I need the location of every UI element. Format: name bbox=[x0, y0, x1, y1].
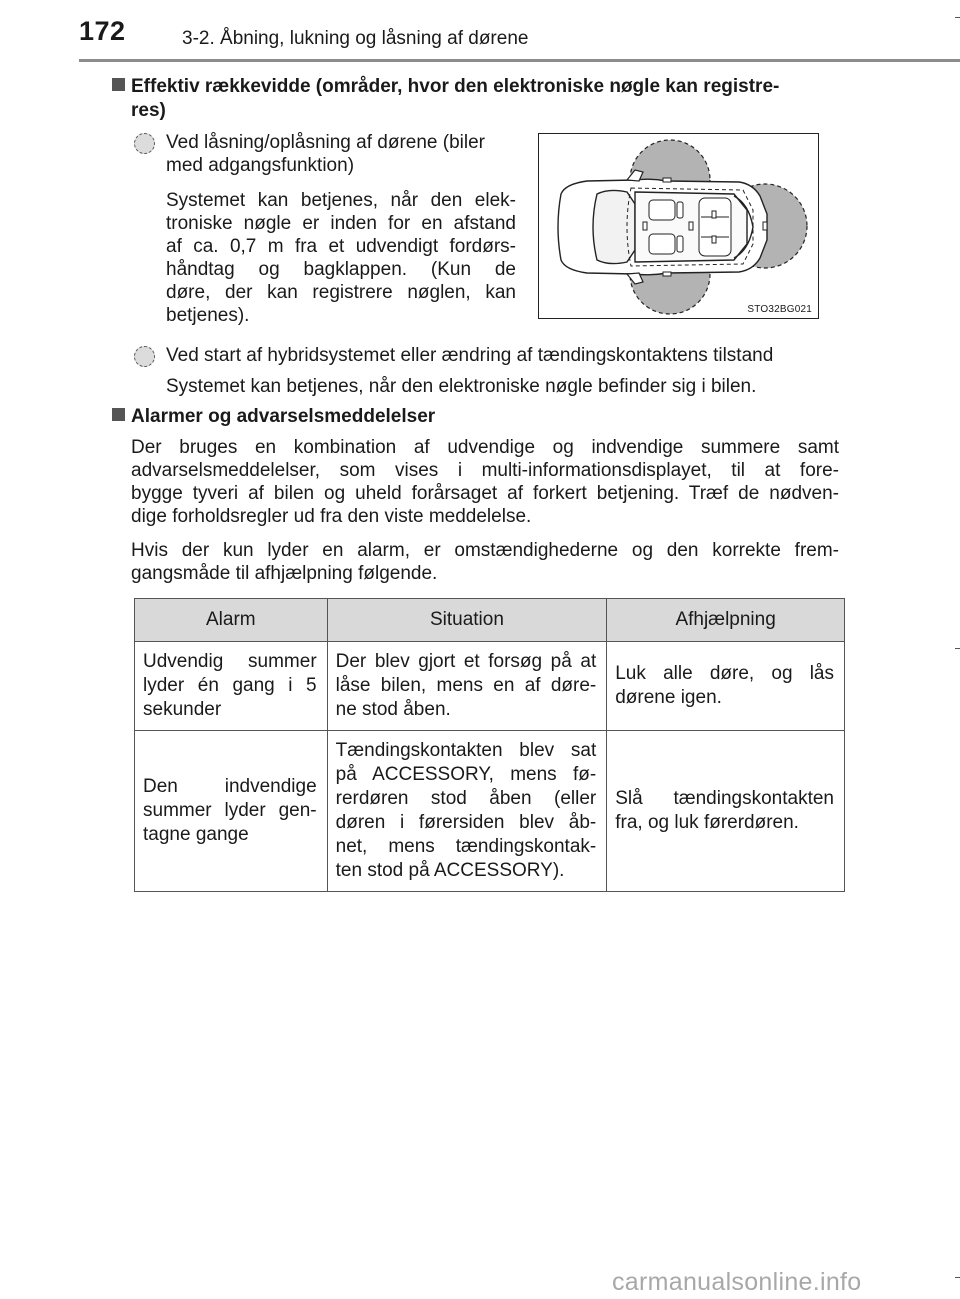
paragraph-line: gangsmåde til afhjælpning følgende. bbox=[131, 563, 438, 584]
item1-body-line: Systemet kan betjenes, når den elek- bbox=[166, 190, 516, 211]
cell-line: Den indvendige bbox=[143, 776, 317, 797]
cell-situation bbox=[327, 642, 607, 731]
bullet-square-icon bbox=[112, 78, 125, 91]
cell-line: Slå tændingskontakten bbox=[615, 788, 834, 809]
table-header-situation: Situation bbox=[327, 599, 607, 642]
paragraph-line: bygge tyveri af bilen og uheld forårsaget af forkert betjening. Træf de nødven- bbox=[131, 483, 839, 504]
table-row bbox=[135, 731, 845, 892]
bullet-square-icon bbox=[112, 408, 125, 421]
cell-alarm bbox=[135, 642, 328, 731]
cell-line: rerdøren stod åben (eller bbox=[335, 788, 597, 809]
cell-alarm bbox=[135, 731, 328, 892]
chapter-title: 3-2. Åbning, lukning og låsning af dørene bbox=[182, 28, 529, 49]
section-title-range-line2: res) bbox=[131, 100, 166, 121]
cell-line: lyder én gang i 5 bbox=[143, 675, 317, 696]
cell-line: Luk alle døre, og lås bbox=[615, 663, 834, 684]
cell-line: ten stod på ACCESSORY). bbox=[335, 860, 565, 881]
section-title-line1: Effektiv rækkevidde (områder, hvor den elektroniske nøgle kan registre- bbox=[131, 76, 780, 97]
table-header-row bbox=[135, 599, 845, 642]
paragraph-line: Hvis der kun lyder en alarm, er omstændighederne og den korrekte frem- bbox=[131, 540, 839, 561]
cell-line: fra, og luk førerdøren. bbox=[615, 812, 799, 833]
table-header-alarm: Alarm bbox=[135, 599, 328, 642]
cell-line: Tændingskontakten blev sat bbox=[335, 740, 597, 761]
cell-remedy bbox=[607, 642, 845, 731]
crop-mark-middle bbox=[955, 648, 960, 649]
paragraph-line: Der bruges en kombination af udvendige og indvendige summere samt bbox=[131, 437, 839, 458]
section-title-alarms-text: Alarmer og advarselsmeddelelser bbox=[131, 406, 436, 427]
item2-heading: Ved start af hybridsystemet eller ændring af tændingskontaktens tilstand bbox=[166, 345, 774, 366]
item1-heading bbox=[166, 131, 516, 177]
table-row bbox=[135, 642, 845, 731]
cell-line: Udvendig summer bbox=[143, 651, 317, 672]
header-rule bbox=[79, 59, 960, 62]
item1-heading-line1: Ved låsning/oplåsning af dørene (biler bbox=[166, 132, 485, 153]
item1-body-line: betjenes). bbox=[166, 305, 250, 326]
cell-line: tagne gange bbox=[143, 824, 249, 845]
crop-mark-top bbox=[955, 17, 960, 18]
alarm-table bbox=[134, 598, 845, 892]
item1-body-line: håndtag og bagklappen. (Kun de bbox=[166, 259, 516, 280]
page-number: 172 bbox=[79, 16, 126, 46]
car-outline bbox=[558, 179, 767, 275]
range-figure bbox=[538, 133, 819, 319]
alarms-paragraph-1 bbox=[131, 436, 839, 528]
dashed-circle-icon bbox=[134, 133, 155, 154]
item1-body bbox=[166, 189, 516, 327]
cell-line: net, mens tændingskontak- bbox=[335, 836, 597, 857]
cell-line: låse bilen, mens en af døre- bbox=[335, 675, 597, 696]
item1-body-line: af ca. 0,7 m fra et udvendigt fordørs- bbox=[166, 236, 516, 257]
item1-body-line: troniske nøgle er inden for en afstand bbox=[166, 213, 516, 234]
cell-line: ne stod åben. bbox=[335, 699, 451, 720]
item1-heading-line2: med adgangsfunktion) bbox=[166, 155, 355, 176]
watermark[interactable]: carmanualsonline.info bbox=[612, 1268, 862, 1296]
cell-line: summer lyder gen- bbox=[143, 800, 317, 821]
alarms-paragraph-2 bbox=[131, 539, 839, 585]
cell-remedy bbox=[607, 731, 845, 892]
paragraph-line: dige forholdsregler ud fra den viste meddelelse. bbox=[131, 506, 532, 527]
section-title-range bbox=[112, 75, 779, 99]
cell-line: dørene igen. bbox=[615, 687, 722, 708]
cell-line: på ACCESSORY, mens fø- bbox=[335, 764, 597, 785]
section-title-alarms bbox=[112, 405, 435, 429]
cell-situation bbox=[327, 731, 607, 892]
item1-body-line: døre, der kan registrere nøglen, kan bbox=[166, 282, 516, 303]
cell-line: sekunder bbox=[143, 699, 222, 720]
table-header-remedy: Afhjælpning bbox=[607, 599, 845, 642]
cell-line: døren i førersiden blev åb- bbox=[335, 812, 597, 833]
car-top-view-diagram bbox=[539, 134, 819, 319]
crop-mark-bottom bbox=[955, 1277, 960, 1278]
figure-code: STO32BG021 bbox=[747, 304, 812, 315]
cell-line: Der blev gjort et forsøg på at bbox=[335, 651, 597, 672]
dashed-circle-icon bbox=[134, 346, 155, 367]
paragraph-line: advarselsmeddelelser, som vises i multi-informationsdisplayet, til at fore- bbox=[131, 460, 839, 481]
item2-body: Systemet kan betjenes, når den elektroniske nøgle befinder sig i bilen. bbox=[166, 376, 757, 397]
